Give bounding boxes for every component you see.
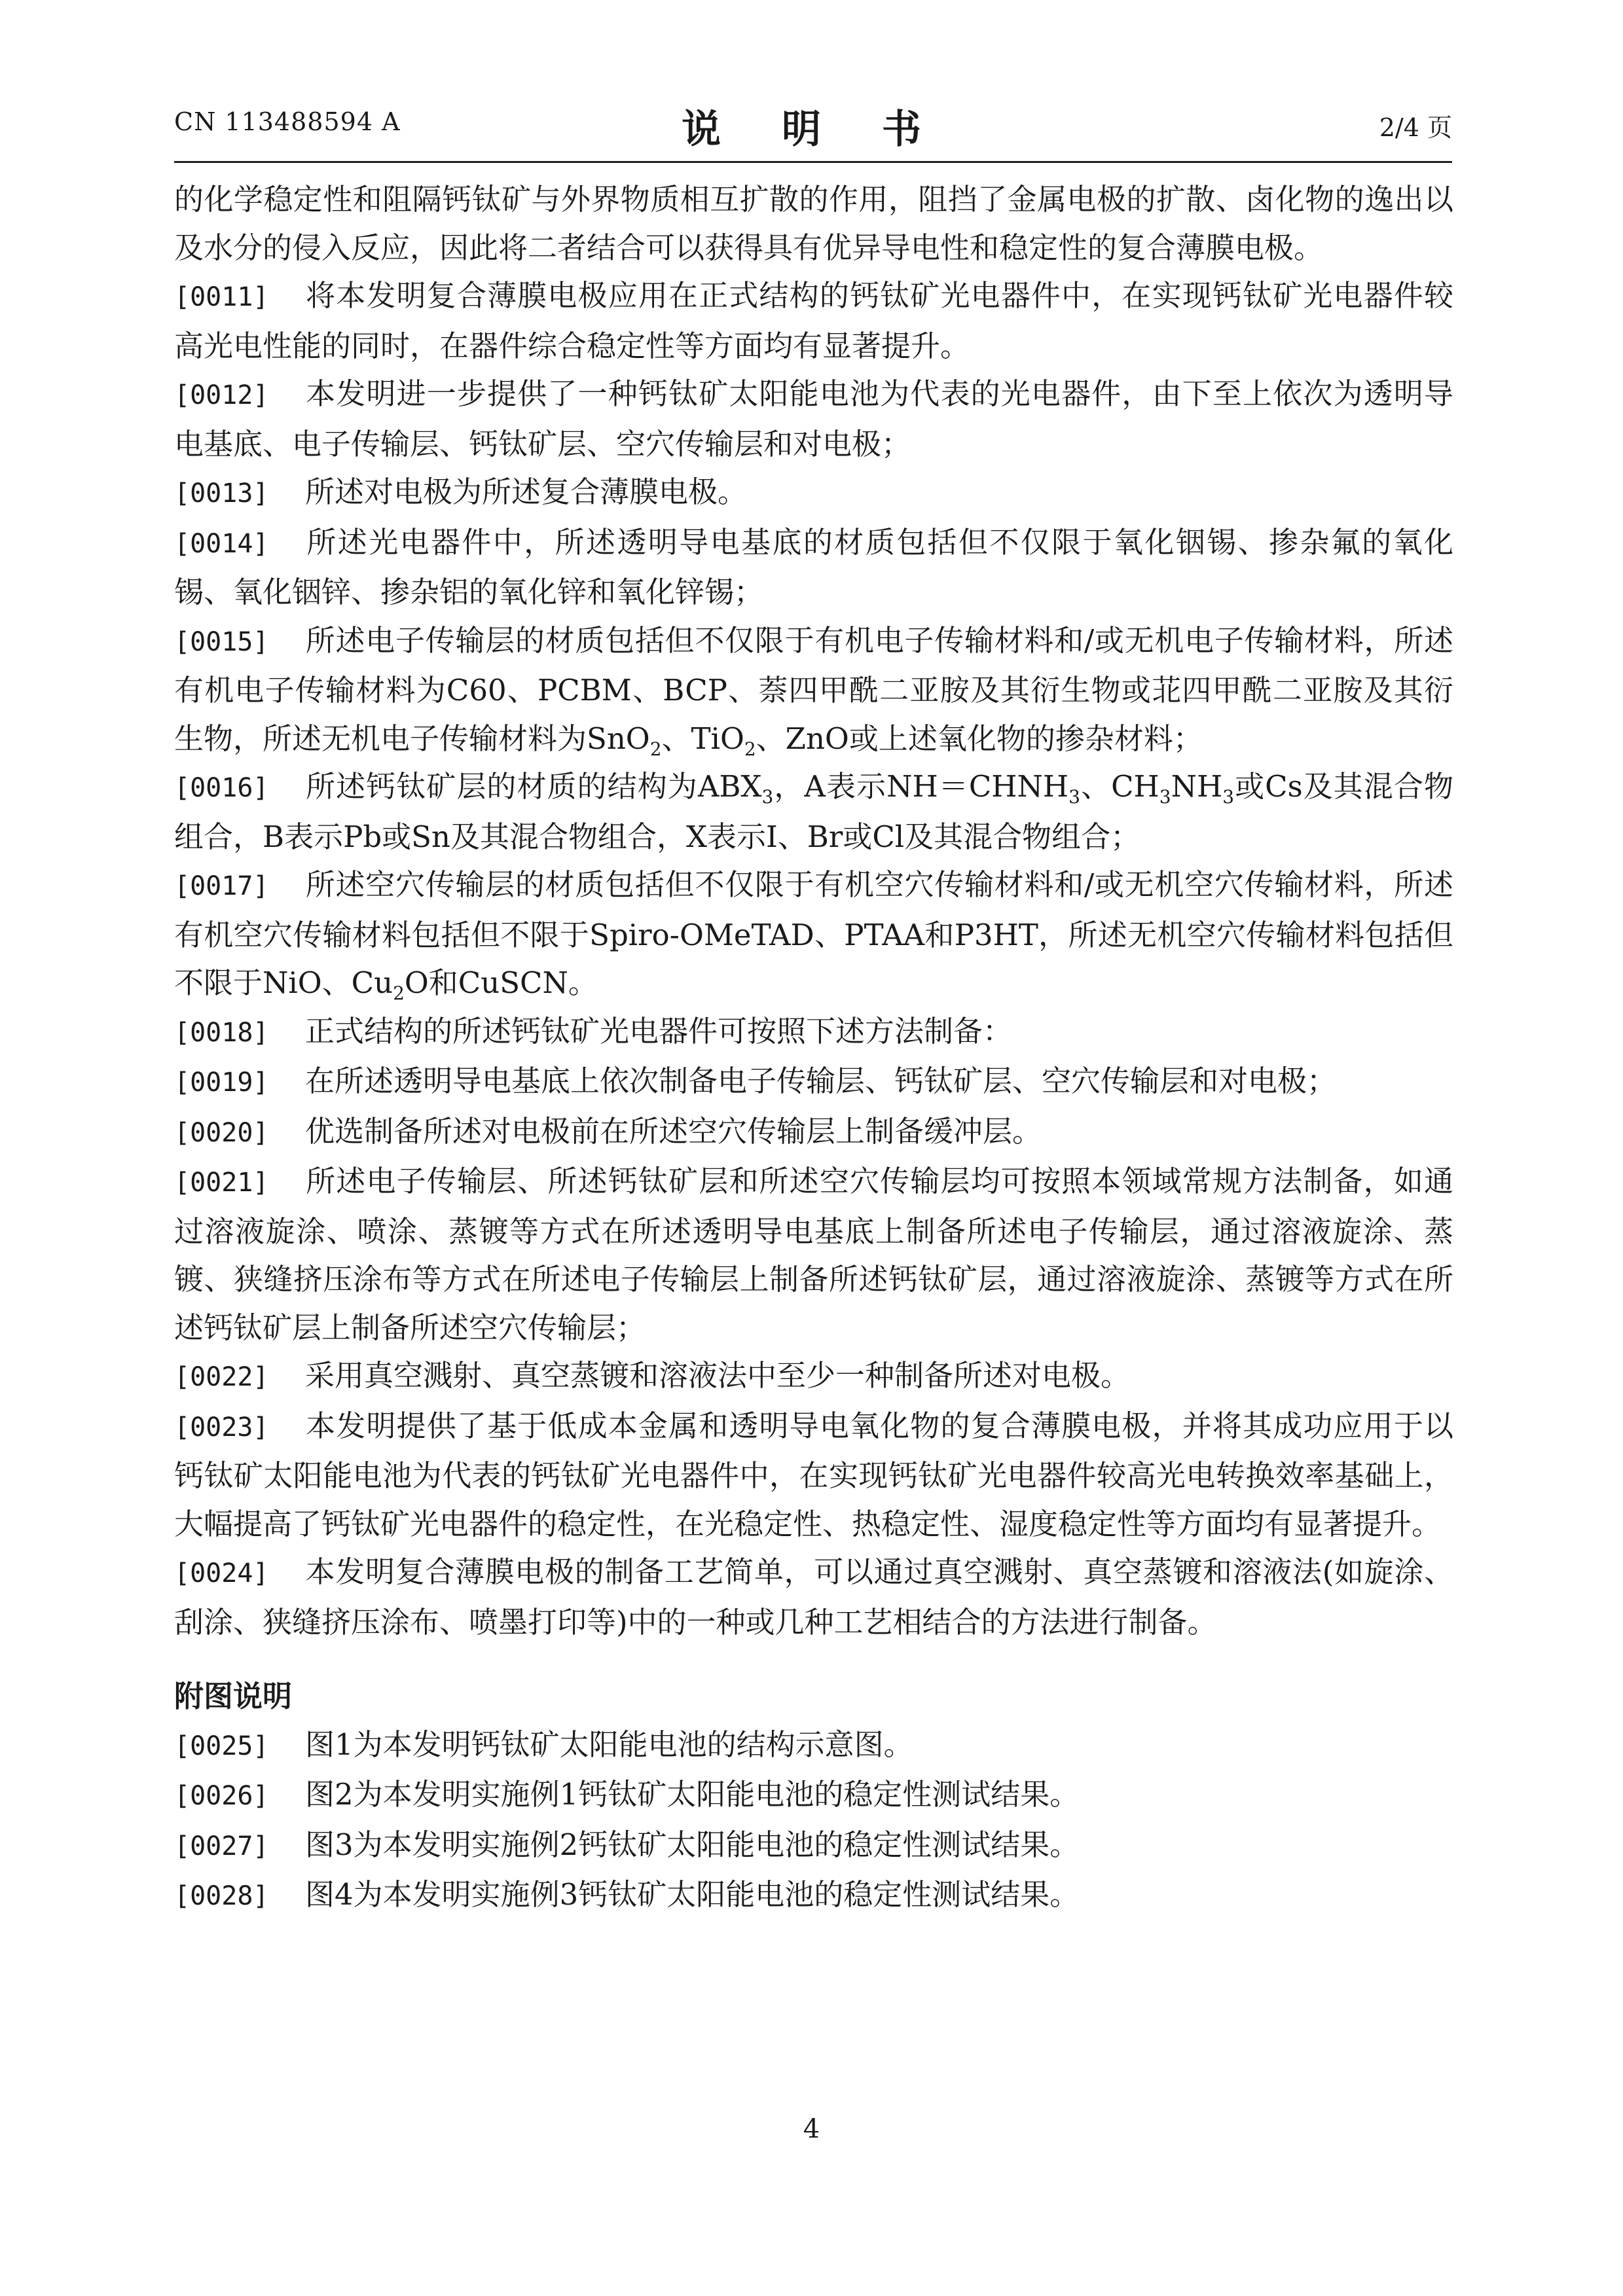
subscript: 3 <box>1159 786 1171 808</box>
subscript: 3 <box>1222 786 1235 808</box>
paragraph <box>174 518 1453 617</box>
page-number: 4 <box>803 2114 820 2144</box>
paragraph-text: 所述对电极为所述复合薄膜电极。 <box>305 475 748 509</box>
paragraph-number: [0028] <box>174 1881 269 1911</box>
paragraph-number: [0023] <box>174 1412 269 1443</box>
subscript: 2 <box>393 982 405 1004</box>
paragraph-text: 优选制备所述对电极前在所述空穴传输层上制备缓冲层。 <box>305 1113 1042 1149</box>
paragraph <box>174 762 1453 861</box>
paragraph-number: [0024] <box>174 1558 269 1588</box>
paragraph-number: [0014] <box>174 528 269 559</box>
paragraph <box>174 370 1453 468</box>
paragraph-text: 所述光电器件中，所述透明导电基底的材质包括但不仅限于氧化铟锡、掺杂氟的氧化锡、氧化铟锌、掺杂铝的氧化锌和氧化锌锡； <box>174 524 1453 609</box>
paragraph-text: 所述钙钛矿层的材质的结构为ABX <box>305 769 762 804</box>
paragraph <box>174 1352 1453 1402</box>
patent-number: CN 113488594 A <box>174 107 401 136</box>
paragraph-text: 图2为本发明实施例1钙钛矿太阳能电池的稳定性测试结果。 <box>305 1777 1080 1812</box>
paragraph-text: 本发明提供了基于低成本金属和透明导电氧化物的复合薄膜电极，并将其成功应用于以钙钛矿太阳能电池为代表的钙钛矿光电器件中，在实现钙钛矿光电器件较高光电转换效率基础上，大幅提高了钙钛矿光电器件的稳定性，在光稳定性、热稳定性、湿度稳定性等方面均有显著提升。 <box>174 1408 1453 1541</box>
paragraph-number: [0027] <box>174 1831 269 1861</box>
paragraph-text: 正式结构的所述钙钛矿光电器件可按照下述方法制备： <box>305 1013 1013 1049</box>
header-rule <box>174 161 1452 163</box>
paragraph-text: 本发明进一步提供了一种钙钛矿太阳能电池为代表的光电器件，由下至上依次为透明导电基底、电子传输层、钙钛矿层、空穴传输层和对电极； <box>174 376 1453 461</box>
paragraph <box>174 1402 1453 1549</box>
paragraph-number: [0012] <box>174 380 269 410</box>
paragraph <box>174 861 1453 1007</box>
paragraph <box>174 1871 1453 1921</box>
section-heading: 附图说明 <box>174 1679 293 1713</box>
paragraph-text: 、CH <box>1080 769 1159 804</box>
paragraph-text: O和CuSCN。 <box>404 965 598 1000</box>
paragraph-number: [0025] <box>174 1731 269 1761</box>
paragraph <box>174 1057 1453 1107</box>
paragraph <box>174 468 1453 518</box>
paragraph-text: 、TiO <box>661 721 744 756</box>
document-title: 说 明 书 <box>682 107 945 152</box>
paragraph <box>174 1548 1453 1646</box>
paragraph-number: [0013] <box>174 478 269 509</box>
page-indicator: 2/4 页 <box>1379 113 1452 142</box>
subscript: 3 <box>1068 786 1080 808</box>
paragraph-text: 或Cs及其混合物组合，B表示Pb或Sn及其混合物组合，X表示I、Br或Cl及其混合物组合； <box>174 769 1453 854</box>
paragraph-list <box>174 175 1453 1646</box>
paragraph-text: 图4为本发明实施例3钙钛矿太阳能电池的稳定性测试结果。 <box>305 1877 1080 1912</box>
paragraph-text: 本发明复合薄膜电极的制备工艺简单，可以通过真空溅射、真空蒸镀和溶液法(如旋涂、刮涂、狭缝挤压涂布、喷墨打印等)中的一种或几种工艺相结合的方法进行制备。 <box>174 1554 1453 1640</box>
paragraph-text: 的化学稳定性和阻隔钙钛矿与外界物质相互扩散的作用，阻挡了金属电极的扩散、卤化物的逸出以及水分的侵入反应，因此将二者结合可以获得具有优异导电性和稳定性的复合薄膜电极。 <box>174 182 1453 265</box>
paragraph-number: [0011] <box>174 282 269 312</box>
paragraph-text: 所述电子传输层的材质包括但不仅限于有机电子传输材料和/或无机电子传输材料，所述有机电子传输材料为C60、PCBM、BCP、萘四甲酰二亚胺及其衍生物或苝四甲酰二亚胺及其衍生物，所述无机电子传输材料为SnO <box>174 622 1453 756</box>
figure-paragraph-list <box>174 1721 1453 1921</box>
paragraph-text: 采用真空溅射、真空蒸镀和溶液法中至少一种制备所述对电极。 <box>305 1358 1131 1393</box>
paragraph-number: [0020] <box>174 1117 269 1148</box>
paragraph <box>174 1007 1453 1058</box>
paragraph <box>174 272 1453 370</box>
subscript: 2 <box>649 738 662 760</box>
paragraph-text: 、ZnO或上述氧化物的掺杂材料； <box>756 721 1203 756</box>
paragraph-text: 图3为本发明实施例2钙钛矿太阳能电池的稳定性测试结果。 <box>305 1827 1080 1862</box>
paragraph-text: 所述电子传输层、所述钙钛矿层和所述空穴传输层均可按照本领域常规方法制备，如通过溶液旋涂、喷涂、蒸镀等方式在所述透明导电基底上制备所述电子传输层，通过溶液旋涂、蒸镀、狭缝挤压涂布等方式在所述电子传输层上制备所述钙钛矿层，通过溶液旋涂、蒸镀等方式在所述钙钛矿层上制备所述空穴传输层； <box>174 1164 1453 1345</box>
paragraph-text: ，A表示NH＝CHNH <box>773 769 1069 804</box>
paragraph-text: NH <box>1171 769 1223 804</box>
paragraph-number: [0019] <box>174 1067 269 1098</box>
paragraph <box>174 1107 1453 1158</box>
paragraph-number: [0026] <box>174 1781 269 1811</box>
paragraph-text: 图1为本发明钙钛矿太阳能电池的结构示意图。 <box>305 1727 913 1762</box>
paragraph <box>174 1770 1453 1821</box>
page-header <box>174 98 1452 157</box>
paragraph-text: 所述空穴传输层的材质包括但不仅限于有机空穴传输材料和/或无机空穴传输材料，所述有机空穴传输材料包括但不限于Spiro-OMeTAD、PTAA和P3HT，所述无机空穴传输材料包括但不限于NiO、Cu <box>174 867 1453 1000</box>
subscript: 3 <box>761 786 774 808</box>
paragraph <box>174 1157 1453 1352</box>
subscript: 2 <box>744 738 756 760</box>
paragraph-number: [0016] <box>174 773 269 803</box>
paragraph-number: [0022] <box>174 1362 269 1392</box>
paragraph <box>174 1721 1453 1771</box>
paragraph-text: 在所述透明导电基底上依次制备电子传输层、钙钛矿层、空穴传输层和对电极； <box>305 1064 1337 1098</box>
paragraph-number: [0021] <box>174 1168 269 1198</box>
paragraph-number: [0015] <box>174 626 269 657</box>
paragraph-number: [0017] <box>174 871 269 901</box>
document-body <box>174 175 1453 1921</box>
paragraph <box>174 1821 1453 1871</box>
paragraph-number: [0018] <box>174 1017 269 1048</box>
paragraph <box>174 175 1453 272</box>
paragraph <box>174 617 1453 763</box>
paragraph-text: 将本发明复合薄膜电极应用在正式结构的钙钛矿光电器件中，在实现钙钛矿光电器件较高光电性能的同时，在器件综合稳定性等方面均有显著提升。 <box>174 278 1453 363</box>
